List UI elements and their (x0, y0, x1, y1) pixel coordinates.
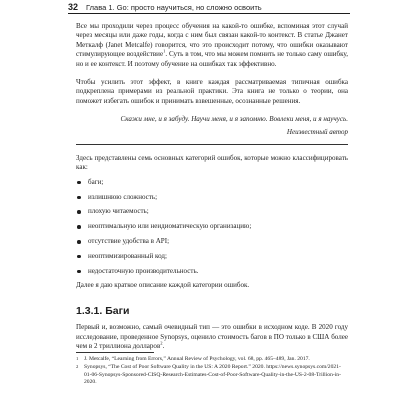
list-item (76, 178, 348, 187)
footnote-rule (76, 352, 154, 353)
footnote-text: J. Metcalfe, “Learning from Errors,” Annual Review of Psychology, vol. 68, pp. 465–489, Jan. 2017. (84, 356, 310, 362)
list-item (76, 252, 348, 261)
paragraph-metcalfe-end: . Суть в том, что мы можем помнить не только саму ошибку, но и ее контекст. И поэтому обучение на ошибках так эффективно. (76, 50, 349, 68)
section-title: 1.3.1. Баги (76, 304, 130, 317)
running-title: Глава 1. Go: просто научиться, но сложно освоить (86, 2, 262, 12)
list-item-text: излишнюю сложность; (88, 192, 158, 201)
paragraph-categories-intro: Здесь представлены семь основных категорий ошибок, которые можно классифицировать как: (76, 154, 348, 172)
footnote-number: 2 (76, 364, 79, 370)
list-item (76, 237, 348, 246)
paragraph-examples: Чтобы усилить этот эффект, в книге каждая рассматриваемая типичная ошибка подкреплена примерами из реальной практики. Эта книга не только о теории, она поможет избегать ошибок и принимать взвешенные, осознанные решения. (76, 78, 348, 105)
footnote-2 (76, 364, 348, 386)
bullet-icon (77, 181, 81, 185)
footnote-number: 1 (76, 356, 79, 361)
footnote-1 (76, 356, 348, 363)
running-header (68, 2, 350, 12)
list-item (76, 193, 348, 202)
list-item-text: недостаточную производительность. (88, 266, 199, 275)
list-item (76, 222, 348, 231)
list-item-text: неоптимальную или неидиоматическую организацию; (88, 222, 252, 231)
paragraph-bugs-text: Первый и, возможно, самый очевидный тип — это ошибки в исходном коде. В 2020 году исследование, проведенное Synopsys, оценило стоимость багов в ПО только в США более чем в 2 триллиона долларов (76, 323, 348, 351)
list-item (76, 267, 348, 276)
paragraph-metcalfe-text: Все мы проходили через процесс обучения на какой-то ошибке, вспоминая этот случай через месяцы или даже годы, когда с ним был связан какой-то контекст. В статье Джанет Меткалф (Janet Metcalfe) говорится, что это происходит потому, что ошибки оказывают стимулирующее воздействие (76, 22, 348, 59)
list-item-text: плохую читаемость; (88, 207, 149, 216)
list-item-text: отсутствие удобства в API; (88, 237, 170, 246)
epigraph-author: Неизвестный автор (286, 127, 348, 136)
categories-list (76, 178, 348, 276)
list-item (76, 207, 348, 216)
paragraph-categories-outro: Далее я даю краткое описание каждой категории ошибок. (76, 281, 250, 290)
bullet-icon (77, 210, 81, 214)
paragraph-metcalfe (76, 22, 348, 69)
bullet-icon (77, 225, 81, 229)
list-item-text: неоптимизированный код; (88, 251, 167, 260)
bullet-icon (77, 196, 81, 200)
list-item-text: баги; (88, 177, 104, 186)
footnote-ref-2: 2 (160, 340, 163, 346)
bullet-icon (77, 255, 81, 259)
page-number: 32 (68, 2, 79, 12)
footnotes (76, 352, 348, 387)
page-body (76, 22, 348, 351)
footnote-ref-1: 1 (163, 48, 166, 54)
bullet-icon (77, 270, 81, 274)
header-rule (68, 13, 350, 14)
epigraph-quote: Скажи мне, и я забуду. Научи меня, и я запомню. Вовлеки меня, и я научусь. (120, 115, 348, 124)
epigraph-divider (76, 144, 348, 145)
paragraph-bugs-end: . (162, 342, 165, 351)
paragraph-bugs (76, 323, 348, 351)
footnote-text: Synopsys, “The Cost of Poor Software Quality in the US: A 2020 Report.” 2020. https://news.synopsys.com/2021-01-06-Synopsys-Sponsored-CISQ-Research-Estimates-Cost-of-Poor-Software-Quality-in-the-US-2-08-Trillion-in-2020. (84, 364, 341, 385)
bullet-icon (77, 240, 81, 244)
